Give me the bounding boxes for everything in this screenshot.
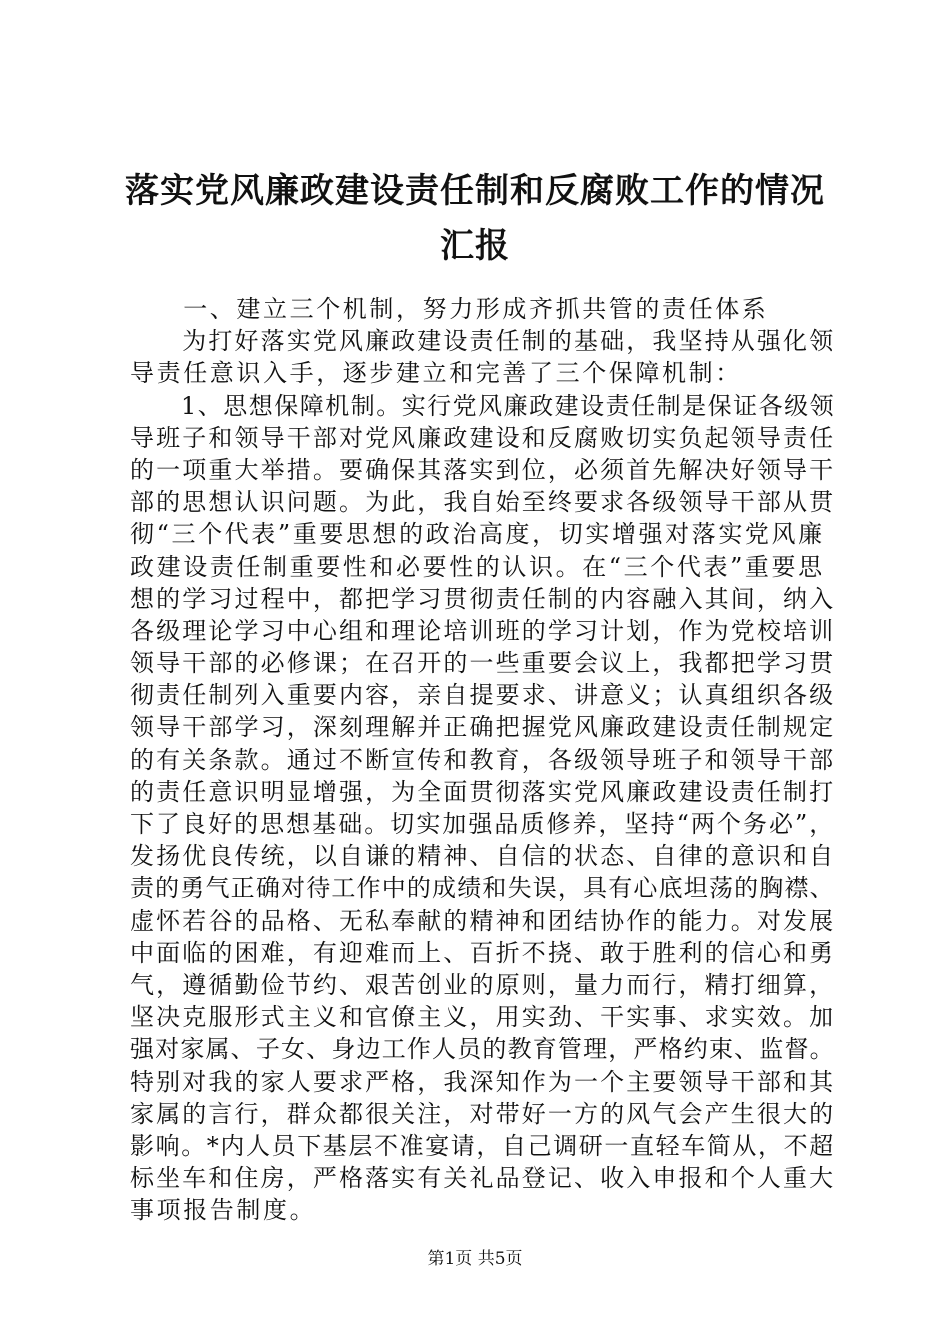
body-line: 政建设责任制重要性和必要性的认识。在“三个代表”重要思 [130, 552, 825, 581]
body-line: 责的勇气正确对待工作中的成绩和失误，具有心底坦荡的胸襟、 [130, 874, 835, 903]
document-body [130, 293, 835, 1226]
document-title-line-1: 落实党风廉政建设责任制和反腐败工作的情况 [125, 171, 825, 211]
body-line: 彻责任制列入重要内容，亲自提要求、讲意义；认真组织各级 [130, 681, 836, 710]
page-footer: 第1页 共5页 [427, 1249, 523, 1269]
body-line: 特别对我的家人要求严格，我深知作为一个主要领导干部和其 [130, 1067, 836, 1096]
body-line: 1、思想保障机制。实行党风廉政建设责任制是保证各级领 [130, 391, 836, 420]
body-line: 各级理论学习中心组和理论培训班的学习计划，作为党校培训 [130, 616, 836, 645]
body-line: 部的思想认识问题。为此，我自始至终要求各级领导干部从贯 [130, 488, 836, 517]
body-line: 的一项重大举措。要确保其落实到位，必须首先解决好领导干 [130, 455, 836, 484]
body-line: 领导干部学习，深刻理解并正确把握党风廉政建设责任制规定 [130, 713, 836, 742]
body-line: 事项报告制度。 [130, 1196, 317, 1225]
body-line: 虚怀若谷的品格、无私奉献的精神和团结协作的能力。对发展 [130, 906, 836, 935]
body-line: 强对家属、子女、身边工作人员的教育管理，严格约束、监督。 [130, 1035, 835, 1064]
body-line: 坚决克服形式主义和官僚主义，用实劲、干实事、求实效。加 [130, 1003, 836, 1032]
body-line: 气，遵循勤俭节约、艰苦创业的原则，量力而行，精打细算， [130, 970, 836, 999]
body-line: 领导干部的必修课；在召开的一些重要会议上，我都把学习贯 [130, 649, 836, 678]
document-title-line-2: 汇报 [440, 226, 510, 266]
body-line: 想的学习过程中，都把学习贯彻责任制的内容融入其间，纳入 [130, 584, 836, 613]
body-line: 下了良好的思想基础。切实加强品质修养，坚持“两个务必”， [130, 810, 836, 838]
body-line: 为打好落实党风廉政建设责任制的基础，我坚持从强化领 [130, 327, 836, 356]
body-line: 的有关条款。通过不断宣传和教育，各级领导班子和领导干部 [130, 745, 836, 774]
body-line: 家属的言行，群众都很关注，对带好一方的风气会产生很大的 [130, 1099, 836, 1128]
body-line: 标坐车和住房，严格落实有关礼品登记、收入申报和个人重大 [130, 1164, 836, 1193]
body-line: 彻“三个代表”重要思想的政治高度，切实增强对落实党风廉 [130, 520, 825, 549]
body-line: 的责任意识明显增强，为全面贯彻落实党风廉政建设责任制打 [130, 777, 836, 806]
body-line: 发扬优良传统，以自谦的精神、自信的状态、自律的意识和自 [130, 842, 836, 871]
body-line: 导责任意识入手，逐步建立和完善了三个保障机制： [130, 359, 742, 388]
body-line: 一、建立三个机制，努力形成齐抓共管的责任体系 [130, 295, 769, 323]
body-line: 中面临的困难，有迎难而上、百折不挠、敢于胜利的信心和勇 [130, 938, 836, 967]
body-line: 影响。*内人员下基层不准宴请，自己调研一直轻车简从，不超 [130, 1131, 835, 1160]
body-line: 导班子和领导干部对党风廉政建设和反腐败切实负起领导责任 [130, 423, 836, 452]
